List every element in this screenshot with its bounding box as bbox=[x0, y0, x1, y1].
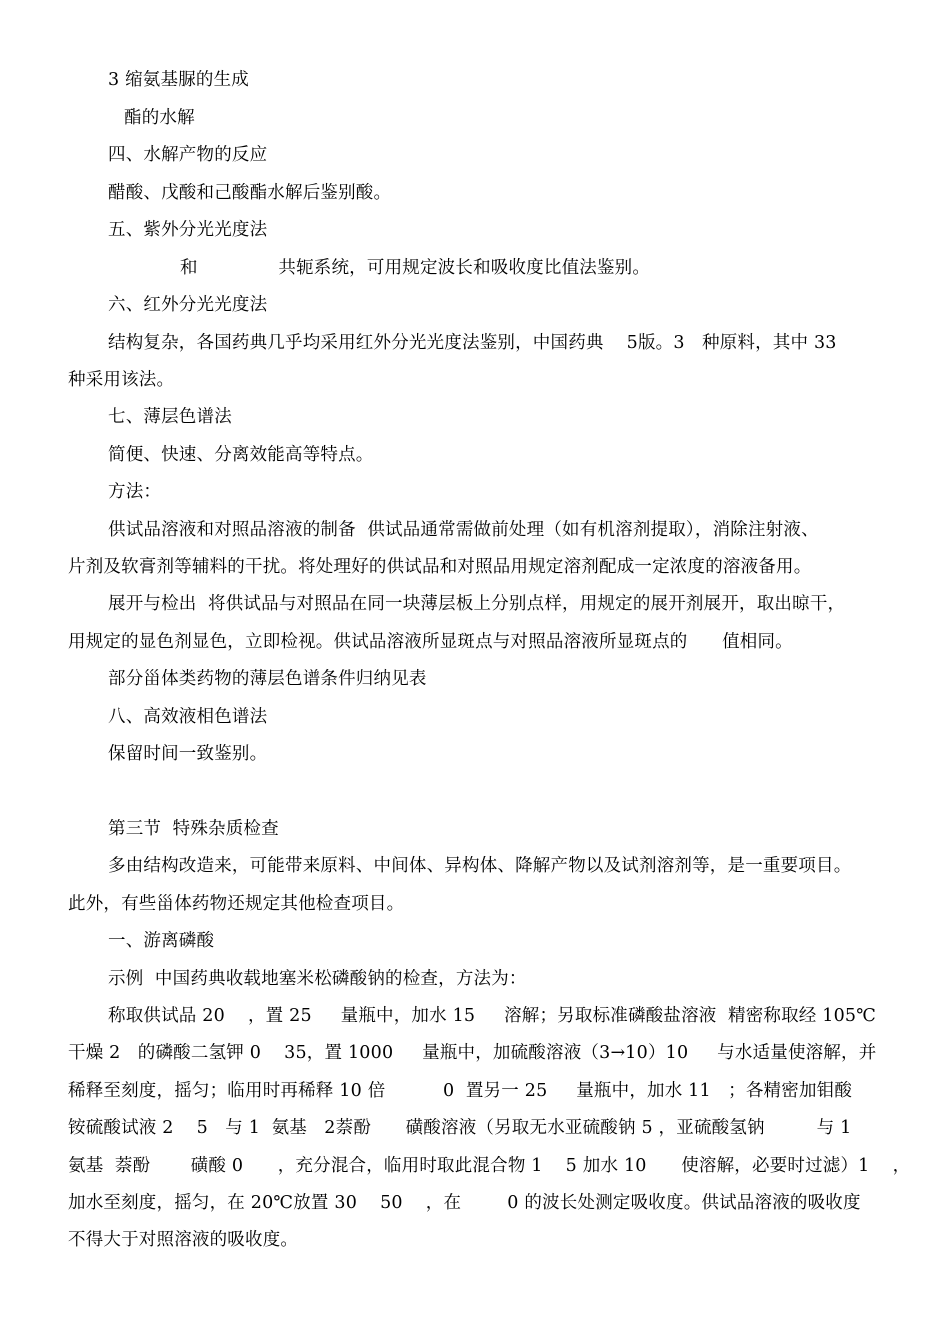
paragraph-line: 此外，有些甾体药物还规定其他检查项目。 bbox=[68, 894, 405, 914]
paragraph-line: 和 共轭系统，可用规定波长和吸收度比值法鉴别。 bbox=[180, 258, 651, 278]
paragraph-line: 方法： bbox=[108, 482, 162, 502]
section-heading: 四、水解产物的反应 bbox=[108, 145, 268, 165]
paragraph-line: 供试品溶液和对照品溶液的制备 供试品通常需做前处理（如有机溶剂提取），消除注射液、 bbox=[108, 520, 819, 540]
paragraph-line: 氨基 萘酚 磺酸 0 ，充分混合，临用时取此混合物 1 5 加水 10 使溶解，必要时过滤）1 ， bbox=[68, 1156, 911, 1176]
paragraph-line: 种采用该法。 bbox=[68, 370, 175, 390]
chapter-heading: 第三节 特殊杂质检查 bbox=[108, 819, 279, 839]
paragraph-line: 简便、快速、分离效能高等特点。 bbox=[108, 445, 374, 465]
section-heading: 七、薄层色谱法 bbox=[108, 407, 232, 427]
paragraph-line: 展开与检出 将供试品与对照品在同一块薄层板上分别点样，用规定的展开剂展开，取出晾干， bbox=[108, 594, 846, 614]
paragraph-line: 多由结构改造来，可能带来原料、中间体、异构体、降解产物以及试剂溶剂等，是一重要项目。 bbox=[108, 856, 852, 876]
section-heading: 六、红外分光光度法 bbox=[108, 295, 268, 315]
paragraph-line: 用规定的显色剂显色，立即检视。供试品溶液所显斑点与对照品溶液所显斑点的 值相同。 bbox=[68, 632, 793, 652]
paragraph-line: 加水至刻度，摇匀，在 20℃放置 30 50 ，在 0 的波长处测定吸收度。供试品溶液的吸收度 bbox=[68, 1193, 861, 1213]
section-heading: 一、游离磷酸 bbox=[108, 931, 215, 951]
section-heading: 八、高效液相色谱法 bbox=[108, 707, 268, 727]
paragraph-line: 片剂及软膏剂等辅料的干扰。将处理好的供试品和对照品用规定溶剂配成一定浓度的溶液备用。 bbox=[68, 557, 812, 577]
paragraph-line: 稀释至刻度，摇匀；临用时再稀释 10 倍 0 置另一 25 量瓶中，加水 11 ；各精密加钼酸 bbox=[68, 1081, 853, 1101]
paragraph-line: 结构复杂，各国药典几乎均采用红外分光光度法鉴别，中国药典 5版。3 种原料，其中 33 bbox=[108, 333, 837, 353]
paragraph-line: 称取供试品 20 ，置 25 量瓶中，加水 15 溶解；另取标准磷酸盐溶液 精密称取经 105℃ bbox=[108, 1006, 877, 1026]
section-heading: 五、紫外分光光度法 bbox=[108, 220, 268, 240]
paragraph-line: 铵硫酸试液 2 5 与 1 氨基 2萘酚 磺酸溶液（另取无水亚硫酸钠 5 ，亚硫酸氢钠 与 1 bbox=[68, 1118, 852, 1138]
paragraph-line: 不得大于对照溶液的吸收度。 bbox=[68, 1230, 299, 1250]
paragraph-heading: 3 缩氨基脲的生成 bbox=[108, 70, 249, 90]
paragraph-line: 部分甾体类药物的薄层色谱条件归纳见表 bbox=[108, 669, 427, 689]
paragraph-line: 酯的水解 bbox=[124, 108, 195, 128]
paragraph-line: 示例 中国药典收载地塞米松磷酸钠的检查，方法为： bbox=[108, 969, 527, 989]
paragraph-line: 保留时间一致鉴别。 bbox=[108, 744, 268, 764]
paragraph-line: 醋酸、戊酸和己酸酯水解后鉴别酸。 bbox=[108, 183, 392, 203]
paragraph-line: 干燥 2 的磷酸二氢钾 0 35，置 1000 量瓶中，加硫酸溶液（3→10）10 与水适量使溶解，并 bbox=[68, 1043, 877, 1063]
